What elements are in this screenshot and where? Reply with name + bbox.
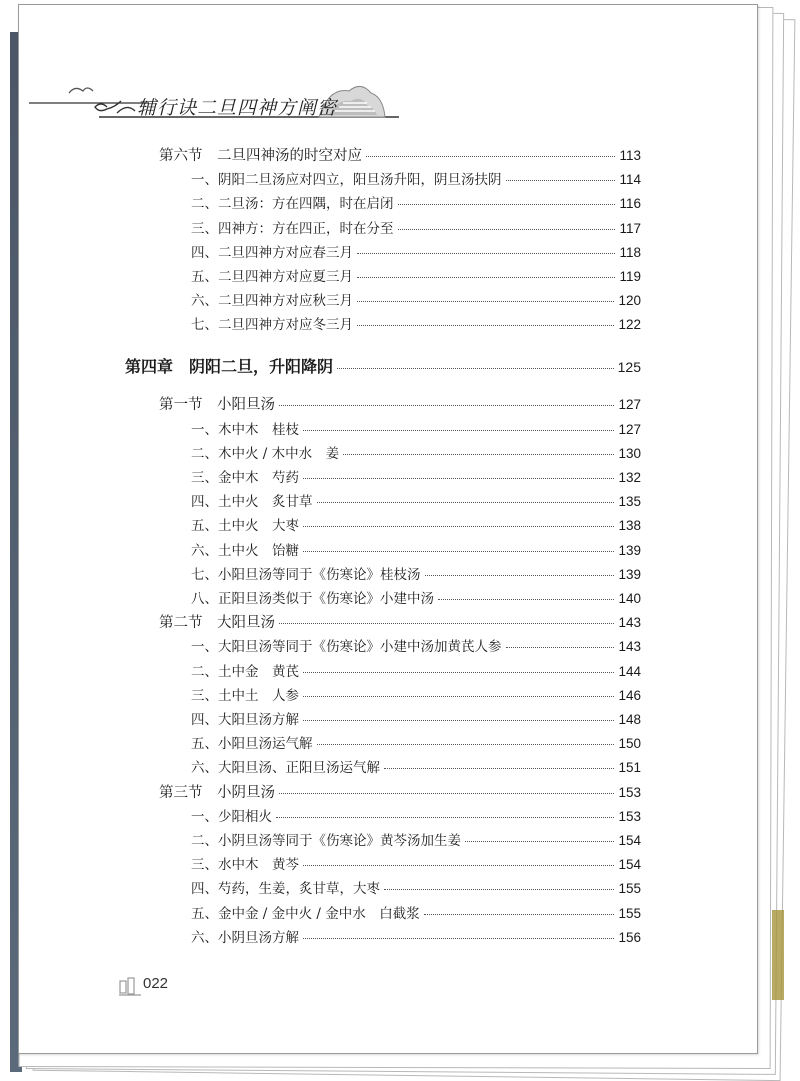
toc-entry-label: 六、大阳旦汤、正阳旦汤运气解	[191, 760, 380, 776]
toc-page-number: 120	[618, 293, 641, 308]
leader-dots	[357, 315, 614, 326]
leader-dots	[317, 734, 615, 745]
toc-entry-label: 第四章 阴阳二旦，升阳降阴	[125, 357, 334, 376]
toc-page-number: 148	[618, 712, 641, 727]
toc-entry-label: 五、二旦四神方对应夏三月	[191, 269, 353, 285]
book-cover-edge	[772, 910, 784, 1000]
toc-entry-label: 五、小阳旦汤运气解	[191, 736, 313, 752]
running-header	[29, 67, 399, 127]
toc-page-number: 139	[618, 567, 641, 582]
toc-entry-label: 一、木中木 桂枝	[191, 422, 299, 438]
toc-entry-label: 四、土中火 炙甘草	[191, 494, 313, 510]
toc-page-number: 118	[619, 245, 641, 260]
leader-dots	[424, 904, 615, 915]
leader-dots	[303, 855, 614, 866]
leader-dots	[279, 783, 614, 794]
book-title: 辅行诀二旦四神方阐密	[137, 97, 338, 119]
leader-dots	[357, 243, 615, 254]
toc-page-number: 116	[619, 196, 641, 211]
toc-entry-label: 二、木中火 / 木中水 姜	[191, 446, 340, 462]
leader-dots	[398, 219, 616, 230]
leader-dots	[398, 194, 616, 205]
leader-dots	[506, 170, 616, 181]
toc-item-row	[191, 832, 641, 850]
toc-page-number: 127	[618, 422, 641, 437]
toc-entry-label: 第二节 大阳旦汤	[159, 615, 275, 631]
leader-dots	[279, 395, 614, 406]
toc-entry-label: 四、芍药，生姜，炙甘草，大枣	[191, 881, 380, 897]
toc-page-number: 139	[618, 543, 641, 558]
leader-dots	[303, 468, 614, 479]
toc-page-number: 153	[618, 809, 641, 824]
leader-dots	[366, 146, 615, 157]
leader-dots	[303, 420, 614, 431]
toc-entry-label: 七、小阳旦汤等同于《伤寒论》桂枝汤	[191, 567, 421, 583]
toc-entry-label: 六、小阴旦汤方解	[191, 930, 299, 946]
leader-dots	[384, 758, 614, 769]
toc-item-row	[191, 292, 641, 310]
toc-entry-label: 一、阴阳二旦汤应对四立，阳旦汤升阳，阴旦汤扶阴	[191, 172, 502, 188]
leader-dots	[303, 541, 614, 552]
toc-item-row	[191, 663, 641, 681]
toc-item-row	[191, 542, 641, 560]
leader-dots	[276, 807, 614, 818]
toc-page-number: 150	[618, 736, 641, 751]
toc-item-row	[191, 517, 641, 535]
toc-page-number: 138	[618, 518, 641, 533]
toc-page-number: 155	[618, 906, 641, 921]
toc-item-row	[191, 856, 641, 874]
toc-section-row	[159, 784, 641, 802]
toc-entry-label: 三、土中土 人参	[191, 688, 299, 704]
toc-entry-label: 三、金中木 芍药	[191, 470, 299, 486]
toc-page-number: 125	[617, 359, 641, 375]
toc-item-row	[191, 469, 641, 487]
toc-page-number: 154	[618, 833, 641, 848]
leader-dots	[506, 637, 615, 648]
leader-dots	[303, 710, 614, 721]
toc-item-row	[191, 244, 641, 262]
toc-page-number: 153	[618, 785, 641, 800]
toc-entry-label: 第一节 小阳旦汤	[159, 397, 275, 413]
toc-page-number: 135	[618, 494, 641, 509]
toc-entry-label: 第三节 小阴旦汤	[159, 785, 275, 801]
toc-page-number: 155	[618, 881, 641, 896]
toc-item-row	[191, 905, 641, 923]
toc-item-row	[191, 759, 641, 777]
toc-item-row	[191, 445, 641, 463]
toc-item-row	[191, 171, 641, 189]
toc-entry-label: 二、土中金 黄芪	[191, 664, 299, 680]
toc-page-number: 143	[618, 639, 641, 654]
toc-item-row	[191, 421, 641, 439]
toc-page-number: 140	[618, 591, 641, 606]
toc-page-number: 156	[618, 930, 641, 945]
toc-item-row	[191, 929, 641, 947]
leader-dots	[425, 565, 615, 576]
toc-page-number: 132	[618, 470, 641, 485]
toc-entry-label: 六、土中火 饴糖	[191, 543, 299, 559]
leader-dots	[303, 662, 614, 673]
toc-entry-label: 八、正阳旦汤类似于《伤寒论》小建中汤	[191, 591, 434, 607]
toc-section-row	[159, 147, 641, 165]
leader-dots	[465, 831, 614, 842]
leader-dots	[337, 358, 614, 369]
toc-section-row	[159, 614, 641, 632]
toc-page-number: 143	[618, 615, 641, 630]
toc-page-number: 154	[618, 857, 641, 872]
toc-page-number: 144	[618, 664, 641, 679]
toc-item-row	[191, 687, 641, 705]
toc-page-number: 114	[619, 172, 641, 187]
toc-chapter-row	[125, 358, 641, 376]
toc-section-row	[159, 396, 641, 414]
leader-dots	[303, 928, 614, 939]
page-number-ornament-icon	[119, 977, 141, 997]
book-page	[18, 4, 758, 1054]
toc-page-number: 151	[618, 760, 641, 775]
toc-entry-label: 七、二旦四神方对应冬三月	[191, 317, 353, 333]
toc-entry-label: 二、小阴旦汤等同于《伤寒论》黄芩汤加生姜	[191, 833, 461, 849]
toc-entry-label: 四、大阳旦汤方解	[191, 712, 299, 728]
toc-page-number: 127	[618, 397, 641, 412]
leader-dots	[357, 291, 614, 302]
leader-dots	[279, 613, 614, 624]
toc-entry-label: 一、少阳相火	[191, 809, 272, 825]
toc-item-row	[191, 195, 641, 213]
toc-item-row	[191, 590, 641, 608]
toc-item-row	[191, 808, 641, 826]
leader-dots	[317, 492, 615, 503]
toc-entry-label: 五、土中火 大枣	[191, 518, 299, 534]
toc-page-number: 122	[618, 317, 641, 332]
toc-item-row	[191, 566, 641, 584]
page-number: 022	[143, 975, 169, 992]
toc-page-number: 117	[619, 221, 641, 236]
toc-entry-label: 五、金中金 / 金中火 / 金中水 白截浆	[191, 906, 420, 922]
toc-item-row	[191, 711, 641, 729]
leader-dots	[303, 516, 614, 527]
toc-page-number: 113	[619, 148, 641, 163]
toc-page-number: 146	[618, 688, 641, 703]
leader-dots	[357, 267, 615, 278]
toc-entry-label: 四、二旦四神方对应春三月	[191, 245, 353, 261]
toc-item-row	[191, 220, 641, 238]
toc-page-number: 119	[619, 269, 641, 284]
toc-entry-label: 六、二旦四神方对应秋三月	[191, 293, 353, 309]
toc-item-row	[191, 638, 641, 656]
toc-entry-label: 三、水中木 黄芩	[191, 857, 299, 873]
leader-dots	[438, 589, 614, 600]
toc-item-row	[191, 493, 641, 511]
toc-entry-label: 第六节 二旦四神汤的时空对应	[159, 148, 362, 164]
toc-entry-label: 二、二旦汤：方在四隅，时在启闭	[191, 196, 394, 212]
toc-item-row	[191, 268, 641, 286]
toc-item-row	[191, 316, 641, 334]
leader-dots	[303, 686, 614, 697]
leader-dots	[384, 879, 614, 890]
toc-item-row	[191, 735, 641, 753]
toc-item-row	[191, 880, 641, 898]
toc-entry-label: 一、大阳旦汤等同于《伤寒论》小建中汤加黄芪人参	[191, 639, 502, 655]
leader-dots	[343, 444, 614, 455]
toc-page-number: 130	[618, 446, 641, 461]
toc-entry-label: 三、四神方：方在四正，时在分至	[191, 221, 394, 237]
